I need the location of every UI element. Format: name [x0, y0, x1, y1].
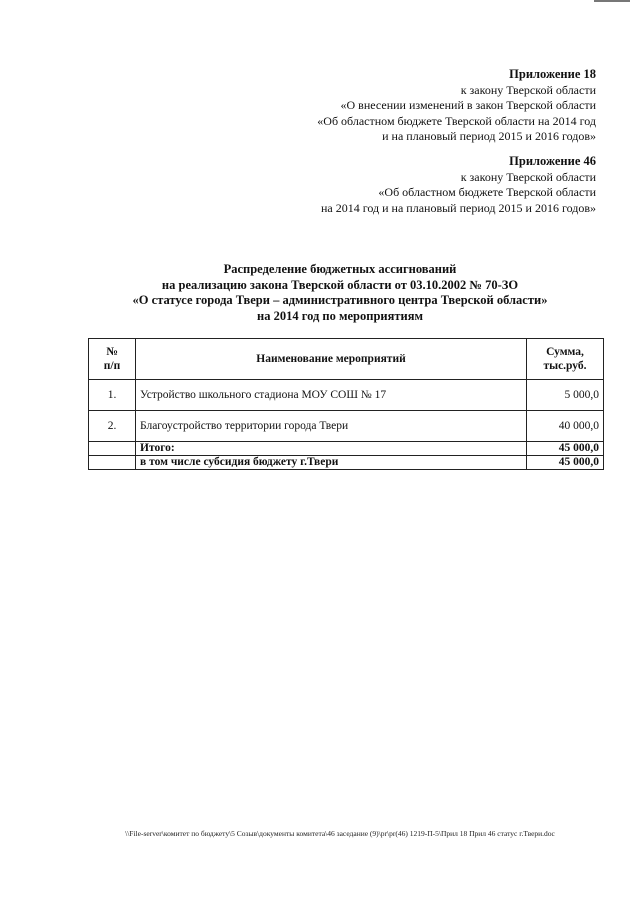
document-title: [60, 262, 620, 324]
header-name-cell: Наименование мероприятий: [136, 339, 527, 380]
appendix-46-line: «Об областном бюджете Тверской области: [378, 185, 596, 199]
total-number-empty: [89, 442, 136, 456]
header-sum-line: Сумма,: [546, 346, 584, 358]
table-row: [89, 411, 604, 442]
appendix-18-block: [317, 67, 596, 145]
title-line: «О статусе города Твери – административного центра Тверской области»: [132, 293, 548, 307]
row-sum: 5 000,0: [527, 380, 604, 411]
row-sum: 40 000,0: [527, 411, 604, 442]
scan-edge-mark: [594, 0, 630, 2]
subsidy-row: [89, 456, 604, 470]
subsidy-label: в том числе субсидия бюджету г.Твери: [136, 456, 527, 470]
title-line: на реализацию закона Тверской области от 03.10.2002 № 70-ЗО: [161, 277, 519, 292]
appendix-18-heading: Приложение 18: [509, 67, 596, 81]
appendix-46-line: к закону Тверской области: [460, 169, 596, 184]
header-number-cell: [89, 339, 136, 380]
subsidy-number-empty: [89, 456, 136, 470]
appendix-18-line: «О внесении изменений в закон Тверской области: [340, 98, 596, 112]
row-number: 1.: [89, 380, 136, 411]
total-sum: 45 000,0: [527, 442, 604, 456]
header-number-line: п/п: [103, 360, 121, 372]
file-path-footer: \\File-server\комитет по бюджету\5 Созыв\документы комитета\46 заседание (9)\pr\pr(46) 1219-П-5\Прил 18 Прил 46 статус г.Твери.doc: [125, 829, 555, 838]
appendix-18-line: «Об областном бюджете Тверской области на 2014 год: [317, 113, 596, 128]
appendix-46-line: на 2014 год и на плановый период 2015 и 2016 годов»: [320, 200, 596, 215]
budget-table: [88, 338, 604, 470]
table-header-row: [89, 339, 604, 380]
header-number-line: №: [106, 346, 118, 358]
header-sum-cell: [527, 339, 604, 380]
total-label: Итого:: [136, 442, 527, 456]
appendix-46-heading: Приложение 46: [509, 154, 596, 168]
title-line: на 2014 год по мероприятиям: [257, 308, 423, 323]
title-line: Распределение бюджетных ассигнований: [223, 262, 457, 276]
appendix-18-line: к закону Тверской области: [460, 82, 596, 97]
subsidy-sum: 45 000,0: [527, 456, 604, 470]
row-activity-name: Устройство школьного стадиона МОУ СОШ № 17: [136, 380, 527, 411]
table-row: [89, 380, 604, 411]
appendix-18-line: и на плановый период 2015 и 2016 годов»: [382, 129, 596, 143]
total-row: [89, 442, 604, 456]
header-sum-line: тыс.руб.: [543, 360, 587, 372]
row-number: 2.: [89, 411, 136, 442]
appendix-46-block: [321, 154, 596, 216]
row-activity-name: Благоустройство территории города Твери: [136, 411, 527, 442]
